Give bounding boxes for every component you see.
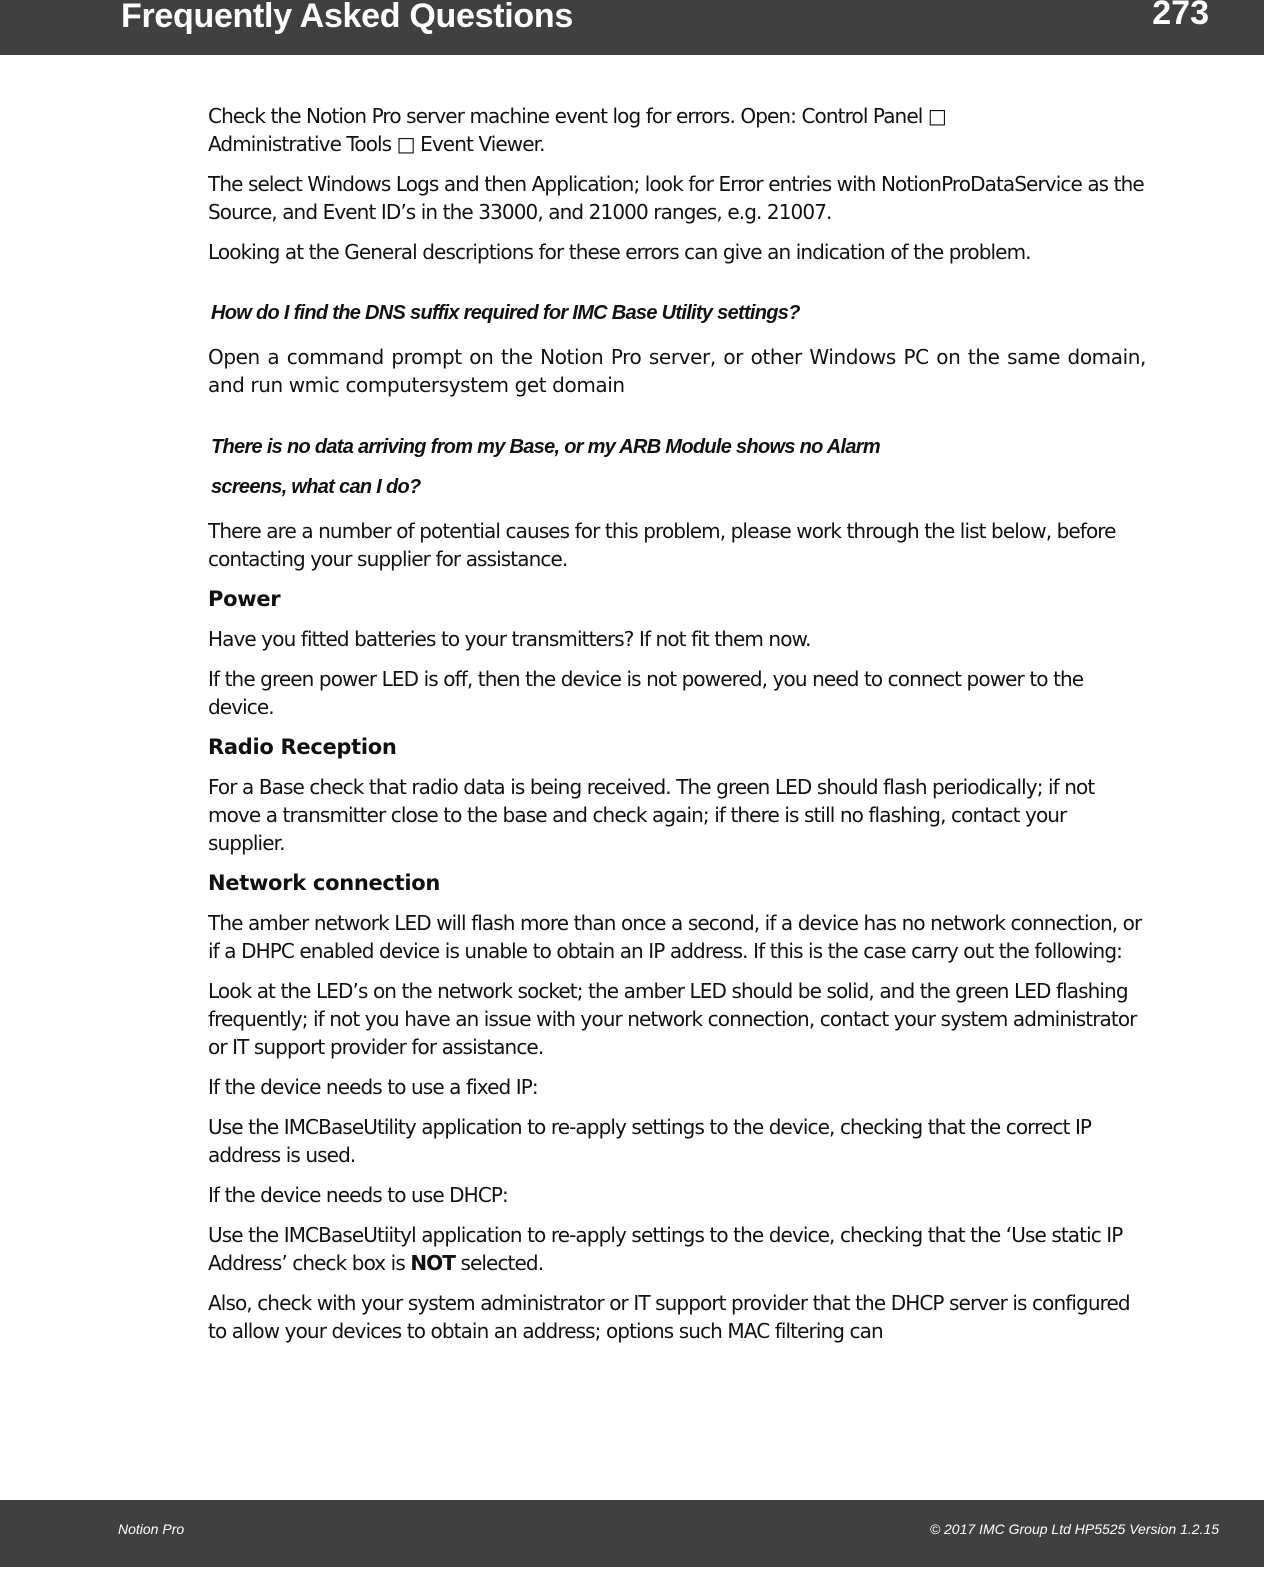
paragraph-event-log bbox=[208, 102, 1146, 158]
subheading-radio-reception: Radio Reception bbox=[208, 735, 397, 759]
paragraph-network-3: If the device needs to use a fixed IP: bbox=[208, 1075, 538, 1099]
footer-copyright: © 2017 IMC Group Ltd HP5525 Version 1.2.15 bbox=[929, 1521, 1219, 1537]
event-log-line-2: Administrative Tools □ Event Viewer. bbox=[208, 132, 545, 156]
page-footer bbox=[0, 1500, 1264, 1567]
paragraph-network-6 bbox=[208, 1221, 1146, 1277]
paragraph-power-1: Have you fitted batteries to your transmitters? If not fit them now. bbox=[208, 627, 811, 651]
subheading-power: Power bbox=[208, 587, 281, 611]
paragraph-network-7: Also, check with your system administrator or IT support provider that the DHCP server is configured to allow your devices to obtain an address; options such MAC filtering can bbox=[208, 1291, 1130, 1343]
paragraph-network-4: Use the IMCBaseUtility application to re-apply settings to the device, checking that the correct IP address is used. bbox=[208, 1115, 1092, 1167]
paragraph-power-2: If the green power LED is off, then the device is not powered, you need to connect power to the device. bbox=[208, 667, 1084, 719]
paragraph-windows-logs: The select Windows Logs and then Application; look for Error entries with NotionProDataService as the Source, and Event ID’s in the 33000, and 21000 ranges, e.g. 21007. bbox=[208, 172, 1144, 224]
network-6-emphasis: NOT bbox=[410, 1251, 456, 1275]
paragraph-intro: There are a number of potential causes for this problem, please work through the list below, before contacting your supplier for assistance. bbox=[208, 519, 1116, 571]
document-body bbox=[208, 102, 1146, 1357]
paragraph-general-descriptions: Looking at the General descriptions for these errors can give an indication of the problem. bbox=[208, 240, 1031, 264]
page-header bbox=[0, 0, 1264, 55]
paragraph-radio-1: For a Base check that radio data is being received. The green LED should flash periodically; if not move a transmitter close to the base and check again; if there is still no flashing, contact your supplier. bbox=[208, 775, 1095, 855]
subheading-network-connection: Network connection bbox=[208, 871, 440, 895]
faq-answer-dns: Open a command prompt on the Notion Pro server, or other Windows PC on the same domain, and run wmic computersystem get domain bbox=[208, 345, 1146, 397]
faq-question-no-data-line-2: screens, what can I do? bbox=[211, 476, 421, 498]
page-number: 273 bbox=[1152, 0, 1209, 32]
footer-product-name: Notion Pro bbox=[118, 1521, 185, 1537]
network-6-text-after: selected. bbox=[455, 1251, 544, 1275]
faq-question-no-data-line-1: There is no data arriving from my Base, or my ARB Module shows no Alarm bbox=[211, 436, 880, 458]
paragraph-network-2: Look at the LED’s on the network socket; the amber LED should be solid, and the green LED flashing frequently; if not you have an issue with your network connection, contact your system administrator or IT support provider for assistance. bbox=[208, 979, 1137, 1059]
paragraph-network-1: The amber network LED will flash more than once a second, if a device has no network connection, or if a DHPC enabled device is unable to obtain an IP address. If this is the case carry out the following: bbox=[208, 911, 1142, 963]
page-title: Frequently Asked Questions bbox=[121, 0, 573, 35]
faq-question-dns: How do I find the DNS suffix required for IMC Base Utility settings? bbox=[211, 302, 800, 324]
event-log-line-1: Check the Notion Pro server machine event log for errors. Open: Control Panel □ bbox=[208, 104, 946, 128]
network-6-text-before: Use the IMCBaseUtiityl application to re-apply settings to the device, checking that the ‘Use static IP Address’ check box is bbox=[208, 1223, 1123, 1275]
paragraph-network-5: If the device needs to use DHCP: bbox=[208, 1183, 508, 1207]
